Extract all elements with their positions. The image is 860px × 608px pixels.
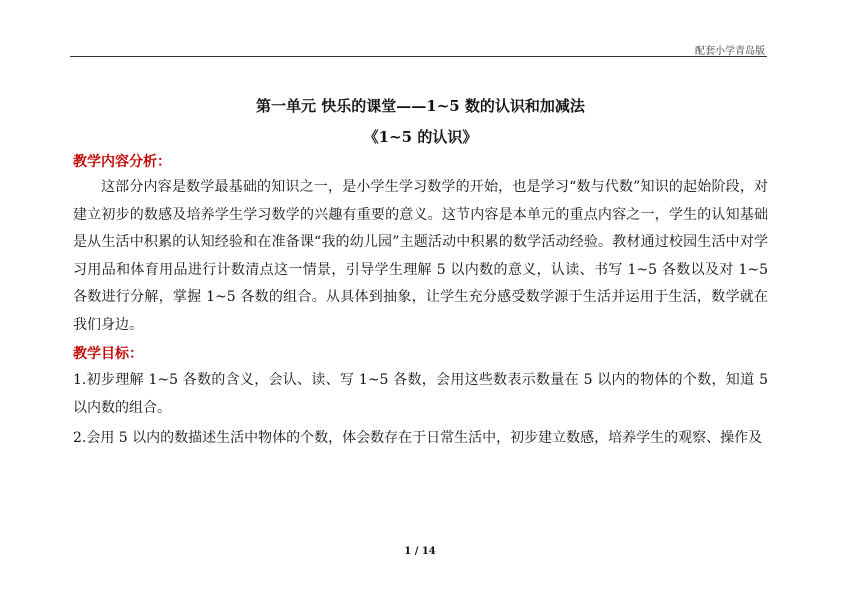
- section-heading-teaching-goals: 教学目标：: [73, 346, 143, 362]
- document-subtitle: 《1~5 的认识》: [363, 128, 478, 146]
- document-title: 第一单元 快乐的课堂——1~5 数的认识和加减法: [256, 97, 585, 115]
- header-text: 配套小学青岛版: [695, 46, 765, 57]
- page-header: [70, 40, 767, 57]
- section-heading-content-analysis: 教学内容分析：: [73, 154, 171, 170]
- page-number: 1 / 14: [404, 546, 436, 557]
- content-analysis-paragraph: 这部分内容是数学最基础的知识之一，是小学生学习数学的开始，也是学习“数与代数”知识的起始阶段，对建立初步的数感及培养学生学习数学的兴趣有重要的意义。这节内容是本单元的重点内容之一，学生的认知基础是从生活中积累的认知经验和在准备课“我的幼儿园”主题活动中积累的数学活动经验。教材通过校园生活中对学习用品和体育用品进行计数清点这一情景，引导学生理解 5 以内数的意义，认读、书写 1~5 各数以及对 1~5 各数进行分解，掌握 1~5 各数的组合。从具体到抽象，让学生充分感受数学源于生活并运用于生活，数学就在我们身边。: [73, 179, 768, 333]
- document-body: [73, 96, 768, 453]
- teaching-goal-item-1: 1.初步理解 1~5 各数的含义，会认、读、写 1~5 各数，会用这些数表示数量在 5 以内的物体的个数，知道 5 以内数的组合。: [73, 372, 768, 416]
- teaching-goal-item-2: 2.会用 5 以内的数描述生活中物体的个数，体会数存在于日常生活中，初步建立数感，培养学生的观察、操作及: [73, 430, 763, 446]
